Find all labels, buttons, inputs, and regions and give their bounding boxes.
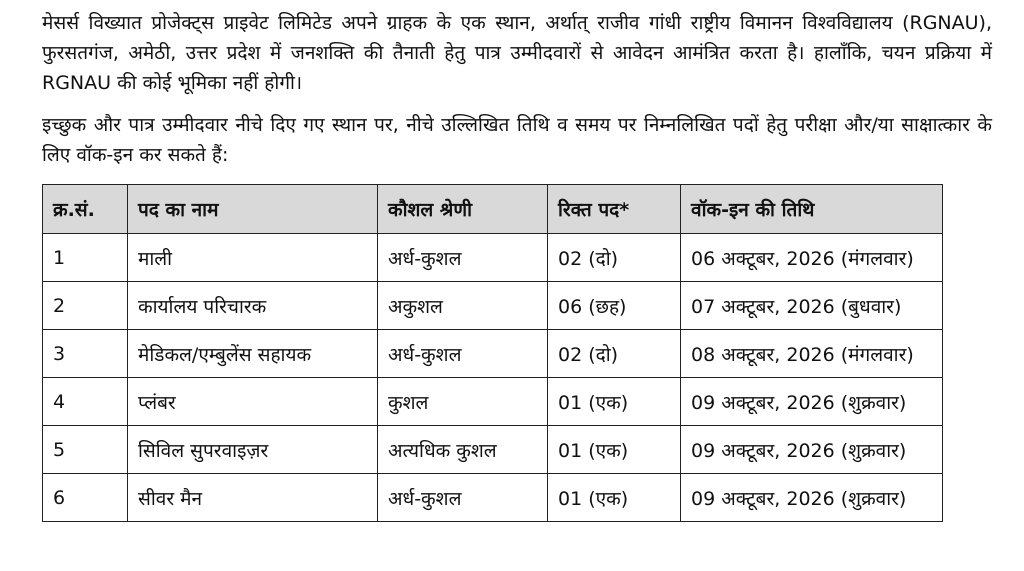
cell-serial-no: 4 — [43, 378, 128, 426]
table-header-row — [43, 185, 943, 234]
table-row — [43, 474, 943, 522]
cell-vacancies: 06 (छह) — [548, 282, 681, 330]
cell-vacancies: 02 (दो) — [548, 234, 681, 282]
table-row — [43, 426, 943, 474]
table-row — [43, 282, 943, 330]
cell-post-name: माली — [128, 234, 378, 282]
cell-vacancies: 02 (दो) — [548, 330, 681, 378]
cell-walk-in-date: 06 अक्टूबर, 2026 (मंगलवार) — [681, 234, 943, 282]
vacancy-table — [42, 184, 943, 522]
cell-serial-no: 5 — [43, 426, 128, 474]
cell-post-name: मेडिकल/एम्बुलेंस सहायक — [128, 330, 378, 378]
cell-vacancies: 01 (एक) — [548, 474, 681, 522]
cell-walk-in-date: 08 अक्टूबर, 2026 (मंगलवार) — [681, 330, 943, 378]
cell-post-name: सीवर मैन — [128, 474, 378, 522]
cell-serial-no: 6 — [43, 474, 128, 522]
cell-vacancies: 01 (एक) — [548, 426, 681, 474]
header-post-name: पद का नाम — [128, 185, 378, 234]
table-row — [43, 234, 943, 282]
header-serial-no: क्र.सं. — [43, 185, 128, 234]
cell-post-name: प्लंबर — [128, 378, 378, 426]
cell-skill-category: अर्ध-कुशल — [378, 330, 548, 378]
cell-serial-no: 1 — [43, 234, 128, 282]
cell-walk-in-date: 09 अक्टूबर, 2026 (शुक्रवार) — [681, 474, 943, 522]
cell-serial-no: 3 — [43, 330, 128, 378]
cell-vacancies: 01 (एक) — [548, 378, 681, 426]
cell-serial-no: 2 — [43, 282, 128, 330]
intro-paragraph: मेसर्स विख्यात प्रोजेक्ट्स प्राइवेट लिमिटेड अपने ग्राहक के एक स्थान, अर्थात् राजीव गांधी राष्ट्रीय विमानन विश्वविद्यालय (RGNAU), फुरसतगंज, अमेठी, उत्तर प्रदेश में जनशक्ति की तैनाती हेतु पात्र उम्मीदवारों से आवेदन आमंत्रित करता है। हालाँकि, चयन प्रक्रिया में RGNAU की कोई भूमिका नहीं होगी। — [42, 12, 992, 94]
cell-walk-in-date: 09 अक्टूबर, 2026 (शुक्रवार) — [681, 426, 943, 474]
cell-skill-category: कुशल — [378, 378, 548, 426]
walk-in-paragraph: इच्छुक और पात्र उम्मीदवार नीचे दिए गए स्थान पर, नीचे उल्लिखित तिथि व समय पर निम्नलिखित पदों हेतु परीक्षा और/या साक्षात्कार के लिए वॉक-इन कर सकते हैं: — [42, 114, 992, 166]
header-vacancies: रिक्त पद* — [548, 185, 681, 234]
cell-walk-in-date: 09 अक्टूबर, 2026 (शुक्रवार) — [681, 378, 943, 426]
cell-skill-category: अर्ध-कुशल — [378, 474, 548, 522]
cell-skill-category: अकुशल — [378, 282, 548, 330]
header-skill-category: कौशल श्रेणी — [378, 185, 548, 234]
cell-skill-category: अर्ध-कुशल — [378, 234, 548, 282]
cell-post-name: कार्यालय परिचारक — [128, 282, 378, 330]
cell-walk-in-date: 07 अक्टूबर, 2026 (बुधवार) — [681, 282, 943, 330]
document-body — [42, 8, 992, 522]
header-walk-in-date: वॉक-इन की तिथि — [681, 185, 943, 234]
cell-post-name: सिविल सुपरवाइज़र — [128, 426, 378, 474]
cell-skill-category: अत्यधिक कुशल — [378, 426, 548, 474]
table-row — [43, 330, 943, 378]
table-row — [43, 378, 943, 426]
